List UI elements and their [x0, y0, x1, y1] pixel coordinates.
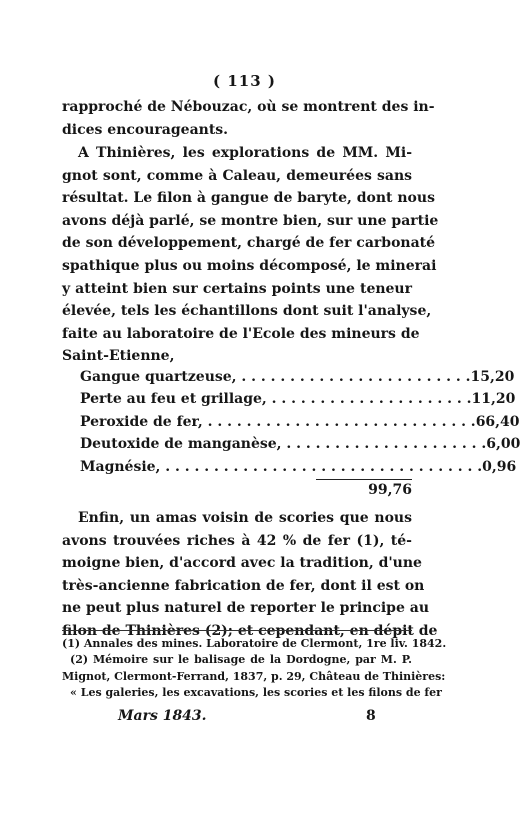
signature-mark: Mars 1843. [118, 708, 207, 724]
text-line: filon de Thinières (2); et cependant, en dépit de [62, 622, 438, 639]
paragraph-1 [62, 96, 435, 141]
text-line: avons déjà parlé, se montre bien, sur une partie [62, 212, 439, 229]
footnote-line: Mignot, Clermont-Ferrand, 1837, p. 29, Château de Thinières: [62, 669, 446, 683]
analysis-table [80, 366, 520, 478]
footnote-line: (1) Annales des mines. Laboratoire de Clermont, 1re liv. 1842. [62, 637, 447, 650]
text-line: moigne bien, d'accord avec la tradition, d'une [62, 555, 422, 572]
analysis-label: Magnésie, . . . . . . . . . . . . . . . . . . . . . . . . . . . . . . . . . [80, 458, 483, 475]
analysis-value: 0,96 [482, 458, 517, 475]
analysis-row [80, 411, 520, 433]
text-line: avons trouvées riches à 42 % de fer (1), té- [62, 532, 412, 549]
analysis-label: Perte au feu et grillage, . . . . . . . . . . . . . . . . . . . . . [80, 391, 472, 408]
sheet-number: 8 [366, 708, 376, 724]
analysis-row [80, 366, 515, 388]
analysis-value: 6,00 [486, 436, 520, 453]
text-line: Enfin, un amas voisin de scories que nous [78, 510, 412, 526]
text-line: y atteint bien sur certains points une teneur [62, 280, 412, 297]
analysis-row [80, 388, 516, 410]
analysis-value: 15,20 [470, 369, 515, 385]
total-rule [316, 479, 412, 480]
text-line: de son développement, chargé de fer carbonaté [62, 235, 436, 252]
analysis-total: 99,76 [368, 482, 412, 498]
analysis-value: 11,20 [471, 391, 516, 408]
text-line: élevée, tels les échantillons dont suit l'analyse, [62, 303, 432, 320]
paragraph-2 [62, 142, 439, 368]
footnote-rule [62, 630, 412, 631]
footnotes [62, 636, 447, 702]
footnote-line: « Les galeries, les excavations, les scories et les filons de fer [70, 686, 442, 700]
text-line: faite au laboratoire de l'Ecole des mineurs de [62, 325, 420, 342]
paragraph-3 [62, 507, 438, 643]
text-line: rapproché de Nébouzac, où se montrent des in- [62, 99, 435, 115]
analysis-label: Deutoxide de manganèse, . . . . . . . . . . . . . . . . . . . . . [80, 436, 487, 453]
text-line: gnot sont, comme à Caleau, demeurées sans [62, 167, 412, 184]
text-line: A Thinières, les explorations de MM. Mi- [78, 145, 412, 161]
page-number: ( 113 ) [213, 72, 276, 90]
text-line: Saint-Etienne, [62, 348, 175, 365]
text-line: dices encourageants. [62, 121, 229, 138]
analysis-label: Peroxide de fer, . . . . . . . . . . . . . . . . . . . . . . . . . . . . [80, 413, 476, 430]
analysis-row [80, 433, 520, 455]
text-line: très-ancienne fabrication de fer, dont il est on [62, 577, 425, 594]
text-line: résultat. Le filon à gangue de baryte, dont nous [62, 190, 435, 207]
analysis-value: 66,40 [475, 413, 520, 430]
analysis-row [80, 456, 517, 478]
analysis-label: Gangue quartzeuse, . . . . . . . . . . . . . . . . . . . . . . . . [80, 369, 471, 385]
footnote-line: (2) Mémoire sur le balisage de la Dordogne, par M. P. [70, 653, 412, 667]
text-line: ne peut plus naturel de reporter le principe au [62, 600, 429, 617]
text-line: spathique plus ou moins décomposé, le minerai [62, 257, 437, 274]
